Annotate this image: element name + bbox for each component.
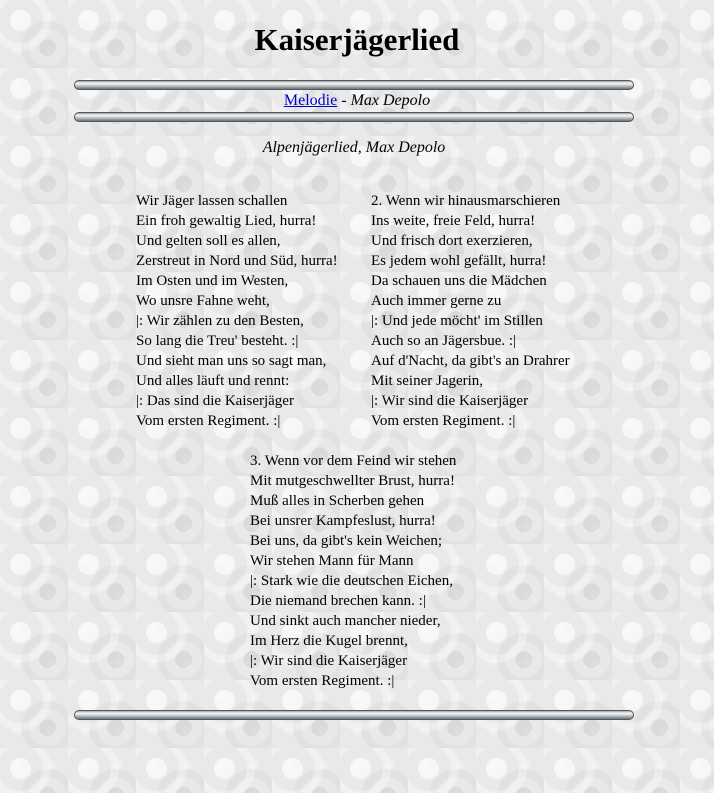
- verse-line: Zerstreut in Nord und Süd, hurra!: [136, 253, 338, 269]
- verse-line: Vom ersten Regiment. :|: [250, 673, 395, 689]
- verse-line: Vom ersten Regiment. :|: [371, 413, 516, 429]
- verse-line: Auch immer gerne zu: [371, 293, 502, 309]
- verse-line: Im Herz die Kugel brennt,: [250, 633, 408, 649]
- verse-line: Und sinkt auch mancher nieder,: [250, 613, 441, 629]
- verse-line: Wir stehen Mann für Mann: [250, 553, 414, 569]
- song-subtitle: Alpenjägerlied, Max Depolo: [262, 139, 446, 156]
- verse-line: 2. Wenn wir hinausmarschieren: [371, 193, 561, 209]
- verse-line: Auch so an Jägersbue. :|: [371, 333, 517, 349]
- verse-line: |: Stark wie die deutschen Eichen,: [250, 573, 453, 589]
- verse-line: Muß alles in Scherben gehen: [250, 493, 425, 509]
- divider-middle: [74, 112, 634, 122]
- verse-line: 3. Wenn vor dem Feind wir stehen: [250, 453, 457, 469]
- verse-line: Es jedem wohl gefällt, hurra!: [371, 253, 547, 269]
- verse-line: Da schauen uns die Mädchen: [371, 273, 547, 289]
- melody-line: [0, 92, 714, 110]
- verse-line: Vom ersten Regiment. :|: [136, 413, 281, 429]
- page-title: Kaiserjägerlied: [254, 22, 460, 57]
- verse-line: Und frisch dort exerzieren,: [371, 233, 533, 249]
- verse-line: Und sieht man uns so sagt man,: [136, 353, 327, 369]
- verse-line: |: Wir sind die Kaiserjäger: [371, 393, 529, 409]
- verse-line: Im Osten und im Westen,: [136, 273, 289, 289]
- verse-3: [250, 451, 456, 691]
- verse-line: |: Wir zählen zu den Besten,: [136, 313, 304, 329]
- verse-line: Ins weite, freie Feld, hurra!: [371, 213, 536, 229]
- verse-line: Ein froh gewaltig Lied, hurra!: [136, 213, 317, 229]
- composer-name: Max Depolo: [350, 92, 431, 109]
- verse-line: Bei unsrer Kampfeslust, hurra!: [250, 513, 436, 529]
- verse-line: |: Und jede möcht' im Stillen: [371, 313, 543, 329]
- verse-line: Wo unsre Fahne weht,: [136, 293, 270, 309]
- verse-line: Bei uns, da gibt's kein Weichen;: [250, 533, 443, 549]
- verse-1: [136, 191, 338, 431]
- verse-line: So lang die Treu' besteht. :|: [136, 333, 299, 349]
- verse-2: [371, 191, 570, 431]
- verse-line: Auf d'Nacht, da gibt's an Drahrer: [371, 353, 570, 369]
- divider-top: [74, 80, 634, 90]
- verse-line: Und gelten soll es allen,: [136, 233, 281, 249]
- verse-line: |: Wir sind die Kaiserjäger: [250, 653, 408, 669]
- verse-line: |: Das sind die Kaiserjäger: [136, 393, 294, 409]
- verse-line: Wir Jäger lassen schallen: [136, 193, 288, 209]
- melody-link[interactable]: Melodie: [283, 92, 338, 109]
- verse-line: Die niemand brechen kann. :|: [250, 593, 426, 609]
- divider-bottom: [74, 710, 634, 720]
- verse-line: Mit seiner Jagerin,: [371, 373, 484, 389]
- verse-line: Und alles läuft und rennt:: [136, 373, 290, 389]
- melody-separator: -: [337, 92, 351, 109]
- verse-line: Mit mutgeschwellter Brust, hurra!: [250, 473, 455, 489]
